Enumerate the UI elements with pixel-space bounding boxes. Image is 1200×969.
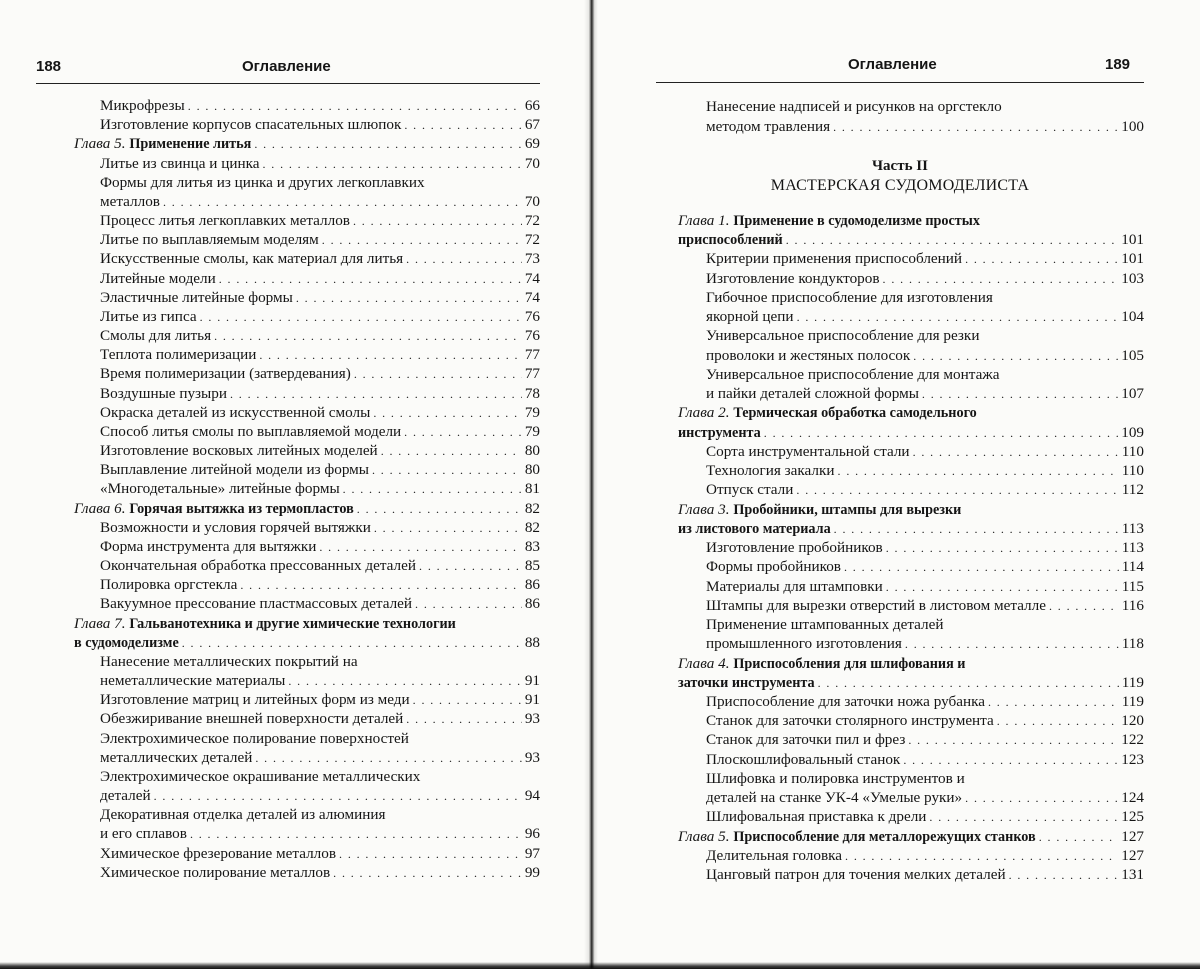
page-ref: 114 xyxy=(1121,558,1144,576)
entry-title: якорной цепи xyxy=(706,308,794,326)
dot-leader xyxy=(834,520,1119,539)
toc-entry xyxy=(100,652,358,671)
dot-leader xyxy=(844,558,1119,577)
entry-title: Способ литья смолы по выплавляемой модели xyxy=(100,422,402,440)
entry-title: Нанесение надписей и рисунков на оргстекло xyxy=(706,98,1002,115)
toc-chapter-line xyxy=(74,134,540,153)
page-ref: 79 xyxy=(524,422,540,440)
chapter-number: Глава 6. xyxy=(74,499,126,517)
page-ref: 86 xyxy=(524,576,540,594)
page-ref: 110 xyxy=(1121,462,1144,480)
toc-entry xyxy=(100,518,540,537)
page-ref: 76 xyxy=(524,327,540,345)
toc-entry xyxy=(706,711,1144,730)
toc-entry xyxy=(706,288,993,307)
dot-leader xyxy=(288,672,521,691)
page-ref: 110 xyxy=(1121,442,1144,460)
entry-title: Электрохимическое полирование поверхностей xyxy=(100,729,409,747)
chapter-title: в судомоделизме xyxy=(74,634,179,651)
page-ref: 83 xyxy=(524,537,540,555)
dot-leader xyxy=(404,423,522,442)
page-ref: 115 xyxy=(1121,577,1144,595)
toc-chapter-line xyxy=(678,230,1144,249)
entry-title: Воздушные пузыри xyxy=(100,384,227,402)
running-title: Оглавление xyxy=(848,56,937,73)
toc-entry xyxy=(100,594,540,613)
entry-title: Литье по выплавляемым моделям xyxy=(100,231,319,249)
page-ref: 91 xyxy=(524,691,540,709)
entry-title: Процесс литья легкоплавких металлов xyxy=(100,212,350,230)
toc-entry xyxy=(100,96,540,115)
chapter-title: приспособлений xyxy=(678,232,783,249)
toc-entry xyxy=(100,575,540,594)
dot-leader xyxy=(219,270,522,289)
entry-title: Изготовление восковых литейных моделей xyxy=(100,442,378,460)
toc-entry xyxy=(706,615,943,634)
toc-entry xyxy=(706,557,1144,576)
toc-chapter-line xyxy=(678,673,1144,692)
dot-leader xyxy=(190,825,522,844)
page-ref: 78 xyxy=(524,384,540,402)
dot-leader xyxy=(905,635,1119,654)
entry-title: Изготовление пробойников xyxy=(706,539,883,557)
page-ref: 69 xyxy=(524,135,540,153)
dot-leader xyxy=(255,749,521,768)
dot-leader xyxy=(254,135,521,154)
dot-leader xyxy=(343,480,522,499)
dot-leader xyxy=(838,462,1119,481)
dot-leader xyxy=(929,808,1118,827)
chapter-number: Глава 3. xyxy=(678,500,730,518)
entry-title: деталей xyxy=(100,787,151,805)
entry-title: Применение штампованных деталей xyxy=(706,616,944,634)
toc-chapter-line xyxy=(678,423,1144,442)
dot-leader xyxy=(922,385,1118,404)
page-ref: 127 xyxy=(1121,846,1144,864)
entry-title: Окраска деталей из искусственной смолы xyxy=(100,403,371,421)
page-ref: 88 xyxy=(524,633,540,651)
dot-leader xyxy=(796,481,1118,500)
dot-leader xyxy=(214,327,522,346)
page-ref: 80 xyxy=(524,461,540,479)
dot-leader xyxy=(903,751,1118,770)
page-ref: 79 xyxy=(524,403,540,421)
entry-title: Форма инструмента для вытяжки xyxy=(100,537,317,555)
page-ref: 101 xyxy=(1121,250,1144,268)
page-ref: 113 xyxy=(1121,519,1144,537)
page-ref: 70 xyxy=(524,154,540,172)
entry-title: Отпуск стали xyxy=(706,481,794,499)
entry-title: Вакуумное прессование пластмассовых деталей xyxy=(100,595,413,613)
dot-leader xyxy=(413,691,522,710)
toc-entry xyxy=(100,249,540,268)
page-ref: 74 xyxy=(524,288,540,306)
right-page xyxy=(592,0,1200,969)
dot-leader xyxy=(913,443,1119,462)
toc-entry xyxy=(706,249,1144,268)
page-ref: 122 xyxy=(1121,731,1144,749)
left-page xyxy=(0,0,592,969)
page-ref: 82 xyxy=(524,499,540,517)
toc-entry xyxy=(100,671,540,690)
dot-leader xyxy=(262,155,521,174)
dot-leader xyxy=(786,231,1119,250)
running-title: Оглавление xyxy=(242,58,331,75)
page-ref: 118 xyxy=(1121,635,1144,653)
dot-leader xyxy=(339,845,522,864)
entry-title: Универсальное приспособление для резки xyxy=(706,327,980,345)
page-ref: 66 xyxy=(524,97,540,114)
page-ref: 119 xyxy=(1121,693,1144,710)
toc-entry xyxy=(100,192,540,211)
page-ref: 73 xyxy=(524,250,540,268)
entry-title: Время полимеризации (затвердевания) xyxy=(100,365,351,383)
toc-entry xyxy=(706,865,1144,884)
toc-entry xyxy=(706,117,1144,136)
dot-leader xyxy=(354,365,522,384)
toc-chapter-line xyxy=(74,614,456,633)
toc-entry xyxy=(100,690,540,709)
entry-title: Окончательная обработка прессованных деталей xyxy=(100,557,417,575)
dot-leader xyxy=(333,864,522,883)
dot-leader xyxy=(357,500,522,519)
dot-leader xyxy=(833,118,1118,137)
entry-title: металлических деталей xyxy=(100,748,253,766)
entry-title: Химическое полирование металлов xyxy=(100,863,331,881)
toc-entry xyxy=(100,537,540,556)
dot-leader xyxy=(886,539,1119,558)
entry-title: Универсальное приспособление для монтажа xyxy=(706,365,1000,383)
chapter-title: Термическая обработка самодельного xyxy=(733,405,977,422)
toc-entry xyxy=(100,460,540,479)
dot-leader xyxy=(353,212,522,231)
dot-leader xyxy=(322,231,522,250)
entry-title: и его сплавов xyxy=(100,825,187,843)
dot-leader xyxy=(1049,597,1119,616)
page-ref: 120 xyxy=(1121,712,1144,730)
toc-chapter-line xyxy=(678,519,1144,538)
page-ref: 125 xyxy=(1121,808,1144,826)
entry-title: Полировка оргстекла xyxy=(100,576,238,594)
entry-title: Искусственные смолы, как материал для литья xyxy=(100,250,404,268)
entry-title: Нанесение металлических покрытий на xyxy=(100,652,358,670)
toc-entry xyxy=(706,538,1144,557)
dot-leader xyxy=(797,308,1119,327)
entry-title: Электрохимическое окрашивание металлических xyxy=(100,767,421,785)
dot-leader xyxy=(1009,866,1119,885)
toc-entry xyxy=(100,230,540,249)
entry-title: Критерии применения приспособлений xyxy=(706,250,963,268)
dot-leader xyxy=(965,250,1118,269)
toc-entry xyxy=(100,748,540,767)
page-ref: 70 xyxy=(524,192,540,210)
toc-entry xyxy=(100,479,540,498)
dot-leader xyxy=(319,538,521,557)
toc-entry xyxy=(100,786,540,805)
chapter-title: Приспособления для шлифования и xyxy=(733,655,966,672)
chapter-number: Глава 1. xyxy=(678,212,730,229)
page-ref: 123 xyxy=(1121,750,1144,768)
page-ref: 105 xyxy=(1121,346,1144,364)
chapter-title: Применение в судомоделизме простых xyxy=(733,213,980,229)
entry-title: Формы для литья из цинка и других легкоплавких xyxy=(100,173,425,191)
entry-title: Сорта инструментальной стали xyxy=(706,442,910,460)
toc-entry xyxy=(100,824,540,843)
entry-title: Формы пробойников xyxy=(706,558,841,576)
page-ref: 96 xyxy=(524,825,540,843)
toc-entry xyxy=(706,384,1144,403)
toc-entry xyxy=(706,807,1144,826)
page-ref: 80 xyxy=(524,442,540,460)
dot-leader xyxy=(373,404,522,423)
page-ref: 109 xyxy=(1121,423,1144,441)
page-ref: 99 xyxy=(524,863,540,881)
page-ref: 76 xyxy=(524,307,540,325)
entry-title: Шлифовальная приставка к дрели xyxy=(706,808,927,826)
chapter-number: Глава 7. xyxy=(74,614,126,632)
page-number: 189 xyxy=(1105,56,1131,73)
dot-leader xyxy=(406,710,522,729)
entry-title: Приспособление для заточки ножа рубанка xyxy=(706,693,985,710)
toc-entry xyxy=(706,442,1144,461)
dot-leader xyxy=(988,693,1119,712)
chapter-title: из листового материала xyxy=(678,520,831,537)
entry-title: Штампы для вырезки отверстий в листовом металле xyxy=(706,596,1046,614)
header-rule xyxy=(36,83,540,84)
chapter-title: Горячая вытяжка из термопластов xyxy=(129,500,354,517)
entry-title: Выплавление литейной модели из формы xyxy=(100,461,369,479)
toc-entry xyxy=(706,346,1144,365)
entry-title: и пайки деталей сложной формы xyxy=(706,385,919,403)
toc-entry xyxy=(100,709,540,728)
toc-entry xyxy=(100,173,425,192)
toc-entry xyxy=(706,788,1144,807)
dot-leader xyxy=(764,424,1118,443)
toc-entry xyxy=(100,805,386,824)
toc-entry xyxy=(100,307,540,326)
header-rule xyxy=(656,82,1144,83)
toc-entry xyxy=(100,729,409,748)
toc-entry xyxy=(706,577,1144,596)
toc-chapter-line xyxy=(74,499,540,518)
toc-entry xyxy=(706,730,1144,749)
toc-chapter-line xyxy=(74,633,540,652)
dot-leader xyxy=(886,578,1119,597)
chapter-title: Гальванотехника и другие химические технологии xyxy=(129,615,456,632)
page-ref: 127 xyxy=(1121,827,1144,845)
bottom-edge xyxy=(0,962,1200,969)
page-ref: 67 xyxy=(524,116,540,134)
entry-title: металлов xyxy=(100,192,160,210)
entry-title: Теплота полимеризации xyxy=(100,346,257,364)
entry-title: Обезжиривание внешней поверхности деталей xyxy=(100,710,404,728)
page-ref: 72 xyxy=(524,231,540,249)
dot-leader xyxy=(374,519,522,538)
page-ref: 124 xyxy=(1121,789,1144,807)
entry-title: Декоративная отделка деталей из алюминия xyxy=(100,806,386,824)
dot-leader xyxy=(419,557,522,576)
page-ref: 103 xyxy=(1121,269,1144,287)
page-ref: 97 xyxy=(524,844,540,862)
entry-title: Материалы для штамповки xyxy=(706,577,883,595)
page-ref: 85 xyxy=(524,557,540,575)
entry-title: промышленного изготовления xyxy=(706,635,902,653)
dot-leader xyxy=(883,270,1119,289)
page-ref: 82 xyxy=(524,518,540,536)
chapter-title: Приспособление для металлорежущих станков xyxy=(733,828,1036,845)
toc-entry xyxy=(100,345,540,364)
toc-entry xyxy=(706,365,1000,384)
toc-entry xyxy=(706,326,979,345)
entry-title: Гибочное приспособление для изготовления xyxy=(706,288,993,306)
toc-chapter-line xyxy=(678,500,961,519)
dot-leader xyxy=(372,461,522,480)
dot-leader xyxy=(163,193,522,212)
dot-leader xyxy=(1039,828,1119,847)
dot-leader xyxy=(154,787,522,806)
dot-leader xyxy=(415,595,522,614)
page-ref: 101 xyxy=(1121,231,1144,249)
entry-title: Изготовление матриц и литейных форм из меди xyxy=(100,691,410,709)
chapter-number: Глава 5. xyxy=(678,827,730,845)
entry-title: Микрофрезы xyxy=(100,97,185,114)
toc-entry xyxy=(100,844,540,863)
entry-title: Литье из свинца и цинка xyxy=(100,154,260,172)
toc-entry xyxy=(706,769,965,788)
page-ref: 94 xyxy=(524,787,540,805)
entry-title: Станок для заточки столярного инструмента xyxy=(706,712,994,730)
dot-leader xyxy=(845,847,1118,866)
page-ref: 81 xyxy=(524,480,540,498)
page-ref: 100 xyxy=(1121,117,1144,135)
chapter-title: заточки инструмента xyxy=(678,674,815,691)
page-ref: 77 xyxy=(524,346,540,364)
entry-title: Смолы для литья xyxy=(100,327,212,345)
toc-entry xyxy=(100,364,540,383)
entry-title: Возможности и условия горячей вытяжки xyxy=(100,518,371,536)
toc-chapter-line xyxy=(678,827,1144,846)
toc-entry xyxy=(100,767,420,786)
part-label: Часть II xyxy=(872,158,928,174)
dot-leader xyxy=(188,97,522,116)
page-ref: 131 xyxy=(1121,866,1144,884)
toc-entry xyxy=(706,846,1144,865)
page-ref: 72 xyxy=(524,212,540,230)
toc-chapter-line xyxy=(678,654,965,673)
toc-entry xyxy=(706,596,1144,615)
entry-title: Литье из гипса xyxy=(100,307,197,325)
entry-title: «Многодетальные» литейные формы xyxy=(100,480,340,498)
toc-entry xyxy=(706,461,1144,480)
toc-chapter-line xyxy=(678,403,977,422)
toc-entry xyxy=(706,634,1144,653)
dot-leader xyxy=(182,634,522,653)
entry-title: Станок для заточки пил и фрез xyxy=(706,731,906,749)
entry-title: деталей на станке УК-4 «Умелые руки» xyxy=(706,789,963,807)
entry-title: Шлифовка и полировка инструментов и xyxy=(706,769,965,787)
toc-entry xyxy=(100,556,540,575)
toc-entry xyxy=(706,692,1144,711)
entry-title: Делительная головка xyxy=(706,846,843,864)
chapter-number: Глава 4. xyxy=(678,654,730,672)
dot-leader xyxy=(965,789,1118,808)
page-ref: 112 xyxy=(1121,481,1144,499)
page-ref: 119 xyxy=(1121,673,1144,691)
entry-title: Изготовление корпусов спасательных шлюпок xyxy=(100,116,402,134)
dot-leader xyxy=(259,346,521,365)
page-ref: 116 xyxy=(1121,596,1144,614)
entry-title: Эластичные литейные формы xyxy=(100,288,293,306)
toc-chapter-line xyxy=(678,211,980,230)
toc-entry xyxy=(100,288,540,307)
page-ref: 86 xyxy=(524,595,540,613)
toc-entry xyxy=(100,403,540,422)
entry-title: проволоки и жестяных полосок xyxy=(706,346,911,364)
page-ref: 74 xyxy=(524,269,540,287)
toc-entry xyxy=(100,384,540,403)
entry-title: Технология закалки xyxy=(706,462,835,480)
page-ref: 113 xyxy=(1121,539,1144,557)
dot-leader xyxy=(240,576,521,595)
dot-leader xyxy=(818,674,1119,693)
dot-leader xyxy=(230,385,522,404)
toc-entry xyxy=(706,269,1144,288)
chapter-number: Глава 5. xyxy=(74,135,126,153)
toc-entry xyxy=(100,441,540,460)
toc-entry xyxy=(100,154,540,173)
toc-entry xyxy=(706,480,1144,499)
dot-leader xyxy=(200,308,522,327)
entry-title: Изготовление кондукторов xyxy=(706,269,880,287)
entry-title: Литейные модели xyxy=(100,269,216,287)
toc-entry xyxy=(100,269,540,288)
toc-entry xyxy=(100,863,540,882)
toc-entry xyxy=(100,115,540,134)
dot-leader xyxy=(913,347,1118,366)
page-ref: 91 xyxy=(524,672,540,690)
toc-entry xyxy=(100,422,540,441)
chapter-number: Глава 2. xyxy=(678,404,730,422)
page-ref: 93 xyxy=(524,748,540,766)
entry-title: Химическое фрезерование металлов xyxy=(100,844,337,862)
part-title: МАСТЕРСКАЯ СУДОМОДЕЛИСТА xyxy=(770,177,1030,194)
page-number: 188 xyxy=(36,58,62,75)
entry-title: Цанговый патрон для точения мелких деталей xyxy=(706,866,1006,884)
dot-leader xyxy=(404,116,521,135)
entry-title: методом травления xyxy=(706,117,831,135)
page-ref: 107 xyxy=(1121,385,1144,403)
dot-leader xyxy=(997,712,1118,731)
chapter-title: инструмента xyxy=(678,424,761,441)
page-ref: 104 xyxy=(1121,308,1144,326)
entry-title: Плоскошлифовальный станок xyxy=(706,750,901,768)
dot-leader xyxy=(406,250,522,269)
toc-entry xyxy=(706,97,1002,116)
toc-entry xyxy=(706,750,1144,769)
toc-entry xyxy=(100,211,540,230)
dot-leader xyxy=(908,731,1118,750)
toc-entry xyxy=(100,326,540,345)
page-ref: 93 xyxy=(524,710,540,728)
chapter-title: Пробойники, штампы для вырезки xyxy=(733,501,962,518)
dot-leader xyxy=(381,442,522,461)
chapter-title: Применение литья xyxy=(129,136,252,153)
dot-leader xyxy=(296,289,522,308)
toc-entry xyxy=(706,307,1144,326)
entry-title: неметаллические материалы xyxy=(100,672,286,690)
page-ref: 77 xyxy=(524,365,540,383)
